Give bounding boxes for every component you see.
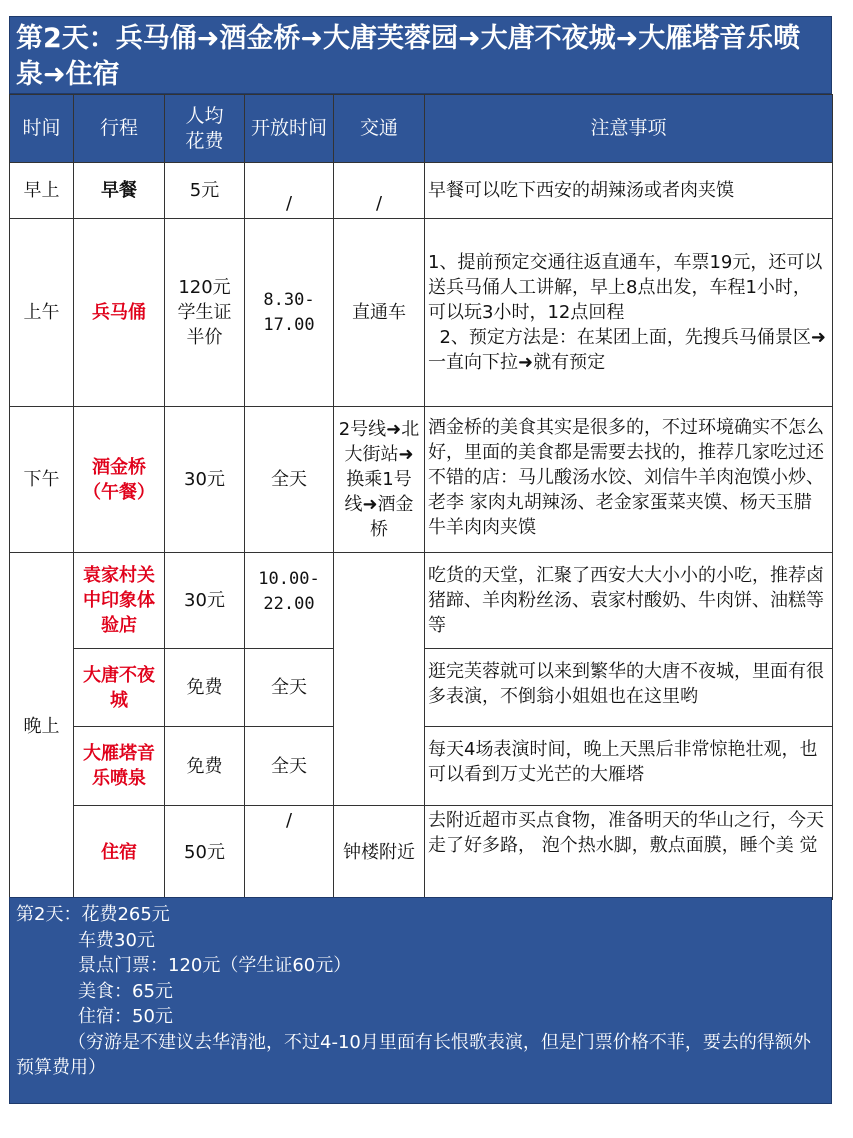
breakfast-time: 早上	[10, 163, 74, 219]
datang-notes: 逛完芙蓉就可以来到繁华的大唐不夜城，里面有很多表演，不倒翁小姐姐也在这里哟	[425, 649, 833, 727]
summary-transport: 车费30元	[78, 929, 155, 951]
lodging-hours: /	[245, 806, 334, 900]
breakfast-transport-value: /	[375, 193, 383, 214]
breakfast-notes: 早餐可以吃下西安的胡辣汤或者肉夹馍	[425, 163, 833, 219]
lodging-item: 住宿	[74, 806, 165, 900]
table-row	[10, 806, 833, 900]
summary-total: 第2天：花费265元	[16, 904, 170, 925]
yuanjiacun-item: 袁家村关中印象体验店	[74, 553, 165, 649]
jiujinqiao-time: 下午	[10, 407, 74, 553]
jiujinqiao-item: 酒金桥（午餐）	[74, 407, 165, 553]
table-row	[10, 407, 833, 553]
datang-hours: 全天	[245, 649, 334, 727]
table-header-row	[10, 95, 833, 163]
jiujinqiao-notes: 酒金桥的美食其实是很多的，不过环境确实不怎么好，里面的美食都是需要去找的，推荐几家吃过还不错的店：马儿酸汤水饺、刘信牛羊肉泡馍小炒、老李 家肉丸胡辣汤、老金家蛋菜夹馍、杨天玉腊牛羊肉肉夹馍	[425, 407, 833, 553]
evening-time: 晚上	[10, 553, 74, 900]
breakfast-hours-value: /	[285, 193, 293, 214]
breakfast-hours	[245, 163, 334, 219]
lodging-notes: 去附近超市买点食物，准备明天的华山之行，今天走了好多路， 泡个热水脚，敷点面膜，睡个美 觉	[425, 806, 833, 900]
summary-food: 美食：65元	[78, 980, 173, 1002]
terracotta-notes: 1、提前预定交通往返直通车，车票19元，还可以送兵马俑人工讲解，早上8点出发，车程1小时，可以玩3小时，12点回程 2、预定方法是：在某团上面，先搜兵马俑景区➜一直向下拉➜就有预定	[425, 219, 833, 407]
header-itinerary: 行程	[74, 95, 165, 163]
breakfast-item: 早餐	[74, 163, 165, 219]
terracotta-transport: 直通车	[334, 219, 425, 407]
summary-lodging: 住宿：50元	[78, 1006, 173, 1027]
datang-cost: 免费	[165, 649, 245, 727]
terracotta-cost: 120元学生证半价	[165, 219, 245, 407]
header-notes: 注意事项	[425, 95, 833, 163]
dayanta-item: 大雁塔音乐喷泉	[74, 727, 165, 806]
table-row	[10, 553, 833, 649]
lodging-transport: 钟楼附近	[334, 806, 425, 900]
yuanjiacun-cost: 30元	[165, 553, 245, 649]
cost-summary	[9, 897, 832, 1104]
jiujinqiao-hours: 全天	[245, 407, 334, 553]
jiujinqiao-transport: 2号线➜北大街站➜换乘1号线➜酒金桥	[334, 407, 425, 553]
header-hours: 开放时间	[245, 95, 334, 163]
header-time: 时间	[10, 95, 74, 163]
breakfast-cost: 5元	[165, 163, 245, 219]
itinerary-table	[9, 94, 833, 900]
yuanjiacun-notes: 吃货的天堂，汇聚了西安大大小小的小吃，推荐卤猪蹄、羊肉粉丝汤、袁家村酸奶、牛肉饼、油糕等等	[425, 553, 833, 649]
table-row	[10, 163, 833, 219]
breakfast-transport	[334, 163, 425, 219]
evening-transport-empty	[334, 553, 425, 806]
summary-tickets: 景点门票：120元（学生证60元）	[78, 955, 352, 976]
datang-item: 大唐不夜城	[74, 649, 165, 727]
lodging-cost: 50元	[165, 806, 245, 900]
header-transport: 交通	[334, 95, 425, 163]
header-cost: 人均花费	[165, 95, 245, 163]
yuanjiacun-hours: 10.00-22.00	[245, 553, 334, 649]
dayanta-notes: 每天4场表演时间，晚上天黑后非常惊艳壮观，也可以看到万丈光芒的大雁塔	[425, 727, 833, 806]
itinerary-sheet	[9, 16, 832, 1104]
jiujinqiao-cost: 30元	[165, 407, 245, 553]
dayanta-hours: 全天	[245, 727, 334, 806]
page-title: 第2天：兵马俑➜酒金桥➜大唐芙蓉园➜大唐不夜城➜大雁塔音乐喷泉➜住宿	[9, 16, 832, 94]
table-row	[10, 219, 833, 407]
summary-note: （穷游是不建议去华清池，不过4-10月里面有长恨歌表演，但是门票价格不菲，要去的得额外预算费用）	[16, 1031, 811, 1078]
terracotta-time: 上午	[10, 219, 74, 407]
terracotta-hours: 8.30-17.00	[245, 219, 334, 407]
terracotta-item: 兵马俑	[74, 219, 165, 407]
dayanta-cost: 免费	[165, 727, 245, 806]
